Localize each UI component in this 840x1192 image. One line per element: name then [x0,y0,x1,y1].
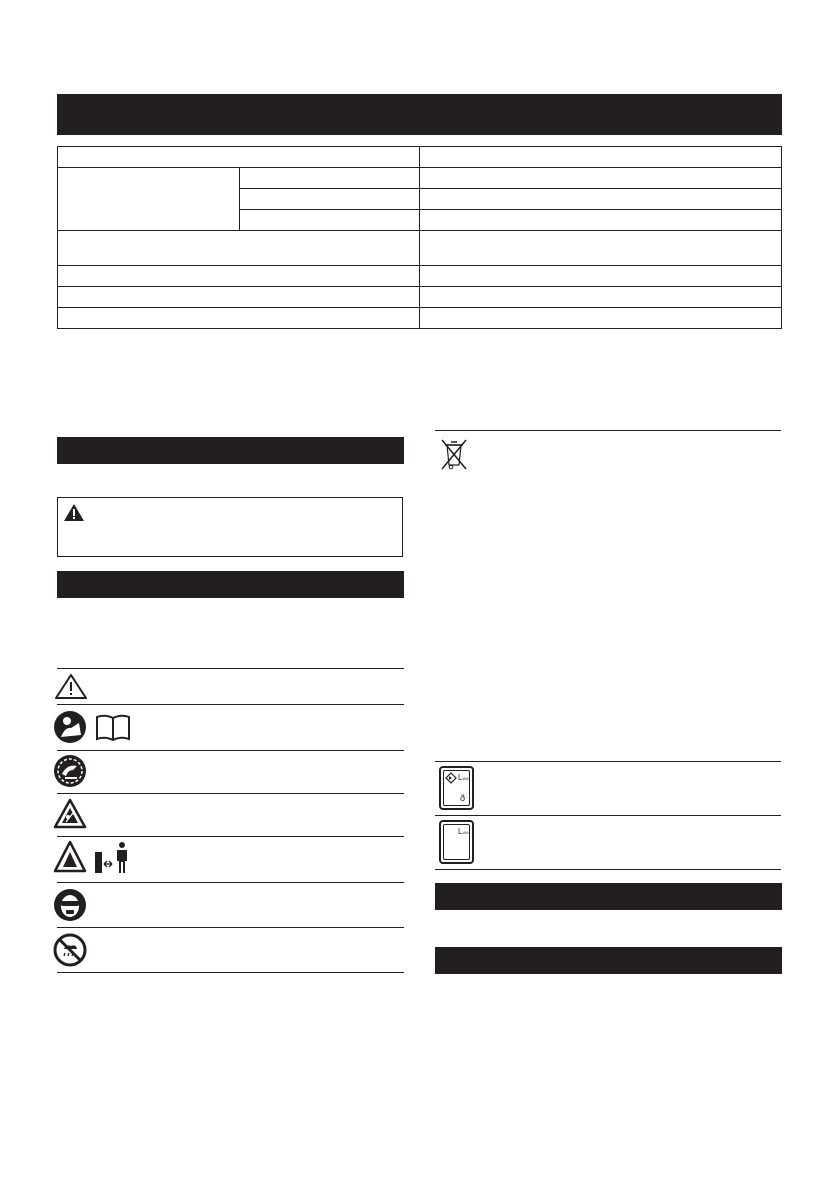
table-cell [58,168,240,231]
table-cell [239,189,420,210]
divider [57,882,404,883]
rotating-blade-hazard-icon [53,754,87,788]
table-cell [58,147,420,168]
no-rain-icon [53,933,87,967]
section-heading-bar [435,947,782,974]
divider [435,869,781,870]
table-cell [58,308,420,329]
table-row [58,308,782,329]
divider [57,836,404,837]
table-cell [58,266,420,287]
divider [57,972,404,973]
table-cell [58,287,420,308]
table-cell [239,168,420,189]
spec-table [57,146,782,329]
table-cell [420,168,782,189]
section-heading-bar [435,883,782,910]
caution-triangle-icon [54,673,88,700]
table-cell [420,266,782,287]
table-cell [420,210,782,231]
lwa-label: LWA [458,827,469,836]
divider [57,668,404,669]
divider [435,761,781,762]
table-cell [420,287,782,308]
divider [435,430,781,431]
table-row [58,168,782,189]
sound-power-label-icon: LWA ð [439,766,474,810]
divider [435,815,781,816]
title-bar [57,94,782,135]
section-heading-bar [57,437,404,464]
divider [57,927,404,928]
table-cell [420,231,782,266]
lwa-label: LWA [458,773,469,782]
table-row [58,147,782,168]
table-cell [420,189,782,210]
table-row [58,266,782,287]
table-row [58,231,782,266]
table-row [58,287,782,308]
warning-box [57,497,403,557]
divider [57,793,404,794]
sound-power-plain-label-icon [439,820,474,864]
wear-eye-ear-protection-icon [53,888,87,922]
table-cell [58,231,420,266]
divider [57,750,404,751]
flying-object-hazard-icon [53,798,87,830]
table-cell [239,210,420,231]
keep-bystanders-away-icon [53,840,133,876]
crossed-out-bin-icon [439,437,469,471]
table-cell [420,308,782,329]
table-cell [420,147,782,168]
section-heading-bar [57,571,404,598]
warning-triangle-icon [64,504,84,521]
divider [57,704,404,705]
read-manual-icon [53,709,133,745]
